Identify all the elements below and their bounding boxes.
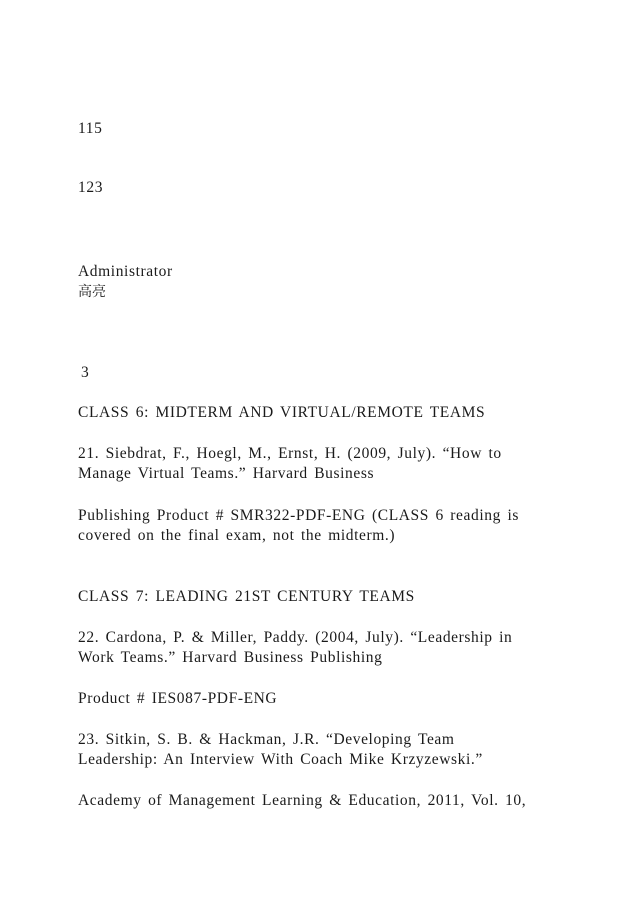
ref22-line2: Work Teams.” Harvard Business Publishing	[78, 649, 383, 666]
ref22-line1: 22. Cardona, P. & Miller, Paddy. (2004, July). “Leadership in	[78, 629, 513, 646]
ref21-line4: covered on the final exam, not the midterm.)	[78, 527, 396, 544]
ref21-line3: Publishing Product # SMR322-PDF-ENG (CLASS 6 reading is	[78, 507, 519, 524]
ref21-line1: 21. Siebdrat, F., Hoegl, M., Ernst, H. (2009, July). “How to	[78, 445, 502, 462]
ref21-line2: Manage Virtual Teams.” Harvard Business	[78, 465, 375, 482]
page-marker: 3	[81, 364, 90, 381]
page-number-115: 115	[78, 120, 103, 137]
author-name: Administrator	[78, 263, 173, 280]
class6-heading: CLASS 6: MIDTERM AND VIRTUAL/REMOTE TEAMS	[78, 404, 486, 421]
class7-heading: CLASS 7: LEADING 21ST CENTURY TEAMS	[78, 588, 415, 605]
ref23-line2: Leadership: An Interview With Coach Mike Krzyzewski.”	[78, 751, 483, 768]
ref23-line3: Academy of Management Learning & Education, 2011, Vol. 10,	[78, 792, 527, 809]
ref23-line1: 23. Sitkin, S. B. & Hackman, J.R. “Developing Team	[78, 731, 455, 748]
page-number-123: 123	[78, 179, 104, 196]
ref22-line3: Product # IES087-PDF-ENG	[78, 690, 278, 707]
author-alias: 高亮	[78, 284, 106, 300]
